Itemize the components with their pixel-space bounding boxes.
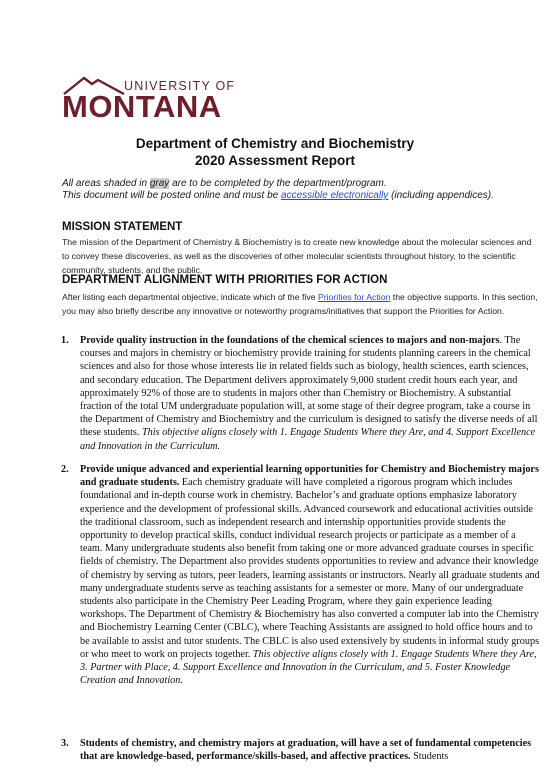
item-number: 2.: [61, 464, 69, 475]
item-bold: Students of chemistry, and chemistry majors at graduation, will have a set of fundamental competencies that are knowledge-based, performance/skills-based, and affective practices.: [80, 738, 532, 763]
alignment-text-post: the objective supports. In this section, you may also briefly describe any innovative or noteworthy programs/initiatives that support the Priorities for Action.: [62, 292, 538, 316]
objective-item-1: [61, 334, 540, 453]
item-body: . The courses and majors in chemistry or biochemistry provide training for students planning careers in the chemical sciences and also for those whose interests lie in related fields such as biology, health sciences, earth sciences, and secondary education. The Department delivers approximately 9,000 student credit hours each year, and approximately 92% of those are to students in majors other than Chemistry or Biochemistry. A substantial fraction of the total UM undergraduate population will, at some stage of their degree program, take a course in the Department of Chemistry and Biochemistry and the curriculum is designed to satisfy the diverse needs of all these students.: [80, 335, 538, 439]
item-bold: Provide unique advanced and experiential learning opportunities for Chemistry and Biochemistry majors and graduate students.: [80, 464, 539, 489]
alignment-text-pre: After listing each departmental objective, indicate which of the five: [62, 292, 318, 302]
intro-text: This document will be posted online and must be: [62, 190, 282, 201]
gray-highlight: gray: [149, 178, 170, 189]
priorities-for-action-link[interactable]: Priorities for Action: [317, 292, 391, 302]
item-number: 1.: [61, 335, 69, 346]
intro-text: are to be completed by the department/program.: [169, 178, 387, 189]
item-number: 3.: [61, 738, 69, 749]
objective-item-2: [61, 463, 540, 687]
intro-text: (including appendices).: [388, 190, 494, 201]
item-body: Each chemistry graduate will have completed a rigorous program which includes foundational and in-depth course work in chemistry. Bachelor’s and graduate options emphasize laboratory experience and the development of professional skills. Advanced coursework and educational activities outside the traditional classroom, such as independent research and internship opportunities provide students the opportunity to develop practical skills, conduct individual research projects or participate as a member of a team. Many undergraduate students also benefit from taking one or more advanced graduate courses in specific fields of chemistry. The Department also provides students opportunities to review and advance their knowledge of chemistry by serving as tutors, peer leaders, learning assistants or instructors. Nearly all graduate students and many undergraduate students serve as teaching assistants for a semester or more. Many of our undergraduate students also participate in the Chemistry Peer Leading Program, where they gain experience leading workshops. The Department of Chemistry & Biochemistry has also converted a computer lab into the Chemistry and Biochemistry Learning Center (CBLC), where Teaching Assistants are assigned to hold office hours and to be available to assist and tutor students. The CBLC is also used extensively by students in informal study groups or who meet to work on projects together.: [80, 477, 540, 660]
document-title: Department of Chemistry and Biochemistry: [135, 136, 415, 151]
intro-line-2: [62, 190, 532, 202]
mission-heading: MISSION STATEMENT: [62, 221, 183, 233]
item-italic: This objective aligns closely with 1. Engage Students Where they Are, 3. Partner with Place, 4. Support Excellence and Innovation in the Curriculum, and 5. Foster Knowledge Creation and Innovation.: [80, 648, 537, 687]
alignment-text: [62, 290, 538, 318]
objective-item-3: [61, 737, 540, 763]
intro-text: All areas shaded in: [62, 178, 150, 189]
intro-line-1: [62, 178, 532, 190]
item-bold: Provide quality instruction in the foundations of the chemical sciences to majors and non-majors: [80, 335, 500, 346]
item-italic: This objective aligns closely with 1. Engage Students Where they Are, and 4. Support Excellence and Innovation in the Curriculum.: [80, 427, 536, 452]
mission-text: The mission of the Department of Chemistry & Biochemistry is to create new knowledge about the molecular sciences and to convey these discoveries, as well as the discoveries of other molecular scientists throughout history, to the scientific community, students, and the public.: [62, 237, 532, 275]
accessible-electronically-link[interactable]: accessible electronically: [281, 190, 389, 201]
document-subtitle: 2020 Assessment Report: [194, 153, 356, 168]
logo-montana: MONTANA: [62, 89, 222, 124]
university-logo: [62, 75, 242, 127]
item-body: Students: [410, 751, 449, 763]
logo-university-of: UNIVERSITY OF: [124, 79, 236, 93]
alignment-heading: DEPARTMENT ALIGNMENT WITH PRIORITIES FOR ACTION: [62, 274, 388, 286]
